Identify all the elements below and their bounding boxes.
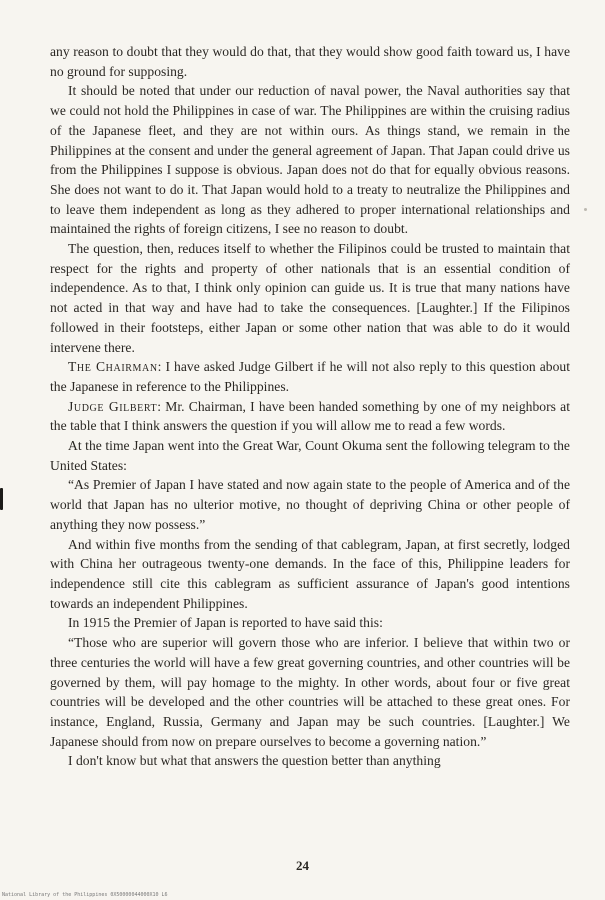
- body-text: [50, 42, 570, 771]
- page-number: 24: [296, 858, 309, 873]
- judge-gilbert-remark: : Mr. Chairman, I have been handed something by one of my neighbors at the table that I think answers the question if you will allow me to read a few words.: [50, 398, 570, 434]
- paragraph-okuma-telegram: At the time Japan went into the Great War, Count Okuma sent the following telegram to the United States:: [50, 438, 570, 473]
- quote-governing-nation: “Those who are superior will govern those who are inferior. I believe that within two or three centuries the world will have a few great governing countries, and other countries will be governed by them, will pay homage to the mighty. In other words, about four or five great countries will be developed and the other countries will be attached to these great ones. For instance, England, Russia, Germany and Japan may be such countries. [Laughter.] We Japanese should from now on prepare ourselves to become a governing nation.”: [50, 635, 570, 749]
- paragraph-closing: I don't know but what that answers the question better than anything: [68, 753, 441, 769]
- library-footer: National Library of the Philippines 0X50000044000X10 L6: [2, 892, 168, 898]
- paragraph-judge-gilbert: [50, 397, 570, 436]
- paragraph-twenty-one-demands: And within five months from the sending of that cablegram, Japan, at first secretly, lodged with China her outrageous twenty-one demands. In the face of this, Philippine leaders for independence still cite this cablegram as sufficient assurance of Japan's good intentions towards an independent Philippines.: [50, 536, 570, 611]
- chairman-remark: : I have asked Judge Gilbert if he will not also reply to this question about the Japanese in reference to the Philippines.: [50, 359, 570, 394]
- paragraph-filipinos-trust: The question, then, reduces itself to whether the Filipinos could be trusted to maintain that respect for the rights and property of other nationals that is an essential condition of independence. As to that, I think only opinion can guide us. It is true that many nations have not acted in that way and have had to take the consequences. [Laughter.] If the Filipinos followed in their footsteps, either Japan or some other nation that was able to do it would intervene there.: [50, 241, 570, 355]
- paragraph-naval-power: It should be noted that under our reduction of naval power, the Naval authorities say that we could not hold the Philippines in case of war. The Philippines are within the cruising radius of the Japanese fleet, and they are not within ours. As things stand, we remain in the Philippines at the consent and under the general agreement of Japan. That Japan could drive us from the Philippines I suppose is obvious. Japan does not do that for equally obvious reasons. She does not want to do it. That Japan would hold to a treaty to neutralize the Philippines and to leave them independent as long as they adhered to proper international relationships and maintained the rights of foreign citizens, I see no reason to doubt.: [50, 83, 570, 237]
- paragraph-chairman: [50, 357, 570, 396]
- quote-premier-telegram: “As Premier of Japan I have stated and now again state to the people of America and of the world that Japan has no ulterior motive, no thought of depriving China or other people of anything they now possess.”: [50, 477, 570, 532]
- scan-artifact-dot: [584, 208, 587, 211]
- paragraph-1915-premier: In 1915 the Premier of Japan is reported to have said this:: [68, 615, 383, 631]
- scan-artifact-mark: [0, 488, 3, 510]
- speaker-judge-gilbert: Judge Gilbert: [68, 398, 158, 414]
- paragraph-continuation: any reason to doubt that they would do that, that they would show good faith toward us, I have no ground for supposing.: [50, 44, 570, 79]
- speaker-chairman: The Chairman: [68, 359, 158, 375]
